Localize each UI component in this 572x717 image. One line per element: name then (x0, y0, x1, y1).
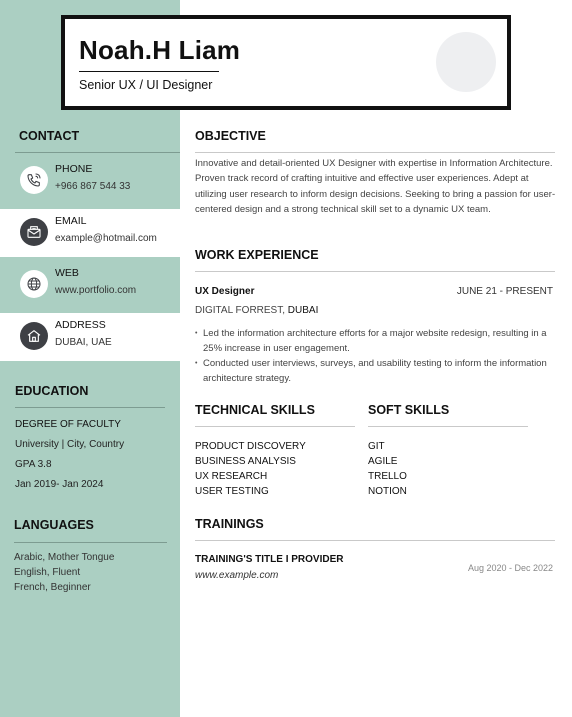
phone-value[interactable]: +966 867 544 33 (55, 181, 131, 192)
education-divider (15, 407, 165, 408)
phone-label: PHONE (55, 163, 93, 175)
training-dates: Aug 2020 - Dec 2022 (467, 563, 553, 573)
email-icon (20, 218, 48, 246)
languages-heading: LANGUAGES (14, 518, 94, 532)
job-bullet: • Led the information architecture efforts for a major website redesign, resulting in a 25% increase in user engagement. (195, 326, 555, 356)
objective-divider (195, 152, 555, 153)
contact-web (0, 261, 180, 309)
technical-skills-heading: TECHNICAL SKILLS (195, 403, 315, 417)
job-title: UX Designer (195, 286, 255, 297)
soft-skill: NOTION (368, 486, 407, 497)
address-label: ADDRESS (55, 319, 106, 331)
address-value: DUBAI, UAE (55, 337, 112, 348)
job-bullets (195, 326, 555, 386)
company-name: DIGITAL FORREST, (195, 305, 286, 316)
person-name: Noah.H Liam (79, 35, 241, 65)
contact-heading: CONTACT (19, 129, 80, 143)
phone-icon (20, 166, 48, 194)
soft-skills-divider (368, 426, 528, 427)
education-gpa: GPA 3.8 (15, 459, 52, 470)
education-heading: EDUCATION (15, 384, 89, 398)
soft-skill: TRELLO (368, 471, 407, 482)
contact-divider (15, 152, 180, 153)
contact-phone (0, 157, 180, 205)
work-divider (195, 271, 555, 272)
technical-skill: UX RESEARCH (195, 471, 268, 482)
objective-heading: OBJECTIVE (195, 129, 266, 143)
contact-email (0, 209, 180, 257)
language-item: French, Beginner (14, 582, 91, 593)
email-label: EMAIL (55, 215, 87, 227)
education-dates: Jan 2019- Jan 2024 (15, 479, 104, 490)
name-header (61, 15, 511, 110)
company-location: DUBAI (287, 305, 319, 316)
work-experience-heading: WORK EXPERIENCE (195, 248, 319, 262)
soft-skills-heading: SOFT SKILLS (368, 403, 450, 417)
globe-icon (20, 270, 48, 298)
training-title: TRAINING'S TITLE I PROVIDER (195, 554, 344, 565)
technical-skill: PRODUCT DISCOVERY (195, 441, 306, 452)
soft-skill: GIT (368, 441, 385, 452)
soft-skill: AGILE (368, 456, 398, 467)
trainings-divider (195, 540, 555, 541)
web-value[interactable]: www.portfolio.com (55, 285, 137, 296)
job-bullet: • Conducted user interviews, surveys, and usability testing to inform the information architecture strategy. (195, 356, 555, 386)
education-degree: DEGREE OF FACULTY (15, 419, 121, 430)
avatar (436, 32, 496, 92)
name-divider (79, 71, 219, 72)
email-value[interactable]: example@hotmail.com (55, 233, 157, 244)
language-item: English, Fluent (14, 567, 81, 578)
trainings-heading: TRAININGS (195, 517, 264, 531)
job-dates: JUNE 21 - PRESENT (456, 286, 553, 297)
education-school: University | City, Country (15, 439, 125, 450)
technical-skills-divider (195, 426, 355, 427)
languages-divider (14, 542, 167, 543)
job-company (195, 305, 318, 316)
contact-address (0, 313, 180, 361)
technical-skill: USER TESTING (195, 486, 269, 497)
objective-text: Innovative and detail-oriented UX Designer with expertise in Information Architecture. Proven track record of crafting intuitive and effective user experiences. Adept at utilizing user research to inform design decisions. Seeking to bring a passion for user-centered design and a strong technical skill set to a dynamic UX team. (195, 158, 556, 215)
training-url[interactable]: www.example.com (195, 570, 279, 581)
language-item: Arabic, Mother Tongue (14, 552, 115, 563)
home-icon (20, 322, 48, 350)
technical-skill: BUSINESS ANALYSIS (195, 456, 296, 467)
web-label: WEB (55, 267, 79, 279)
person-role: Senior UX / UI Designer (79, 78, 213, 92)
